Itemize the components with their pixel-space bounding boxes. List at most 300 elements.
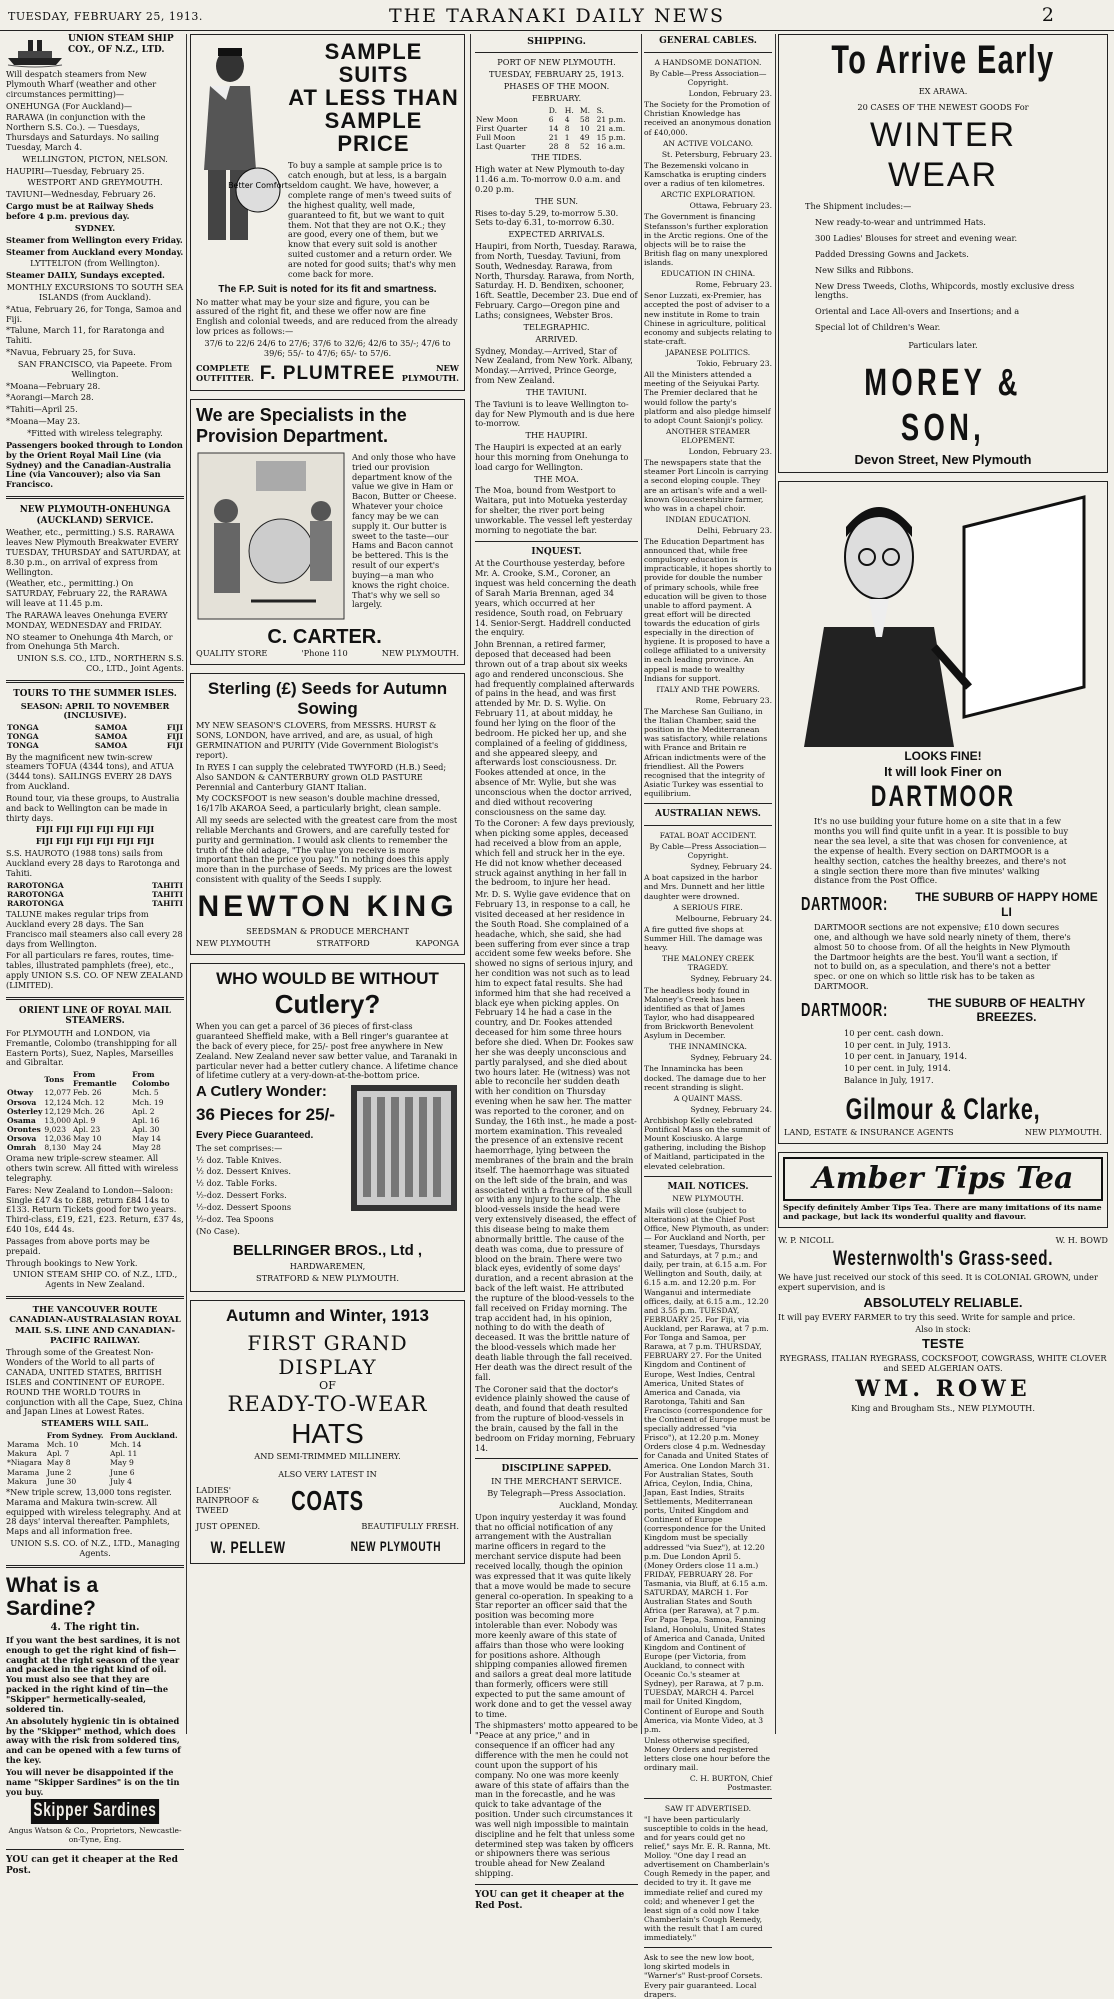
pellew-hats-ad (190, 1300, 465, 1564)
aus-item (644, 831, 772, 901)
shipment-item: New ready-to-wear and untrimmed Hats. (815, 217, 986, 228)
cables-heading: GENERAL CABLES. (659, 36, 757, 46)
ex-arawa: EX ARAWA. (918, 86, 968, 96)
orient-table (6, 1070, 184, 1152)
column-rule (186, 34, 187, 1734)
usscc-item: WESTPORT AND GREYMOUTH. (27, 177, 163, 188)
table-row: Osama 13,000 Apl. 9 Apl. 16 (7, 1115, 160, 1125)
newton-king-sub: SEEDSMAN & PRODUCE MERCHANT (246, 925, 409, 936)
onehunga-service-ad (6, 505, 184, 674)
orient-text: Through bookings to New York. (6, 1257, 138, 1268)
usscc-item: TAVIUNI—Wednesday, February 26. (6, 189, 156, 200)
bellringer-towns: STRATFORD & NEW PLYMOUTH. (256, 1273, 399, 1284)
port-heading: PORT OF NEW PLYMOUTH. (497, 57, 616, 68)
seeds-text: In RYES I can supply the celebrated TWYFORD (H.B.) Seed; Also SANDON & CANTERBURY grown OLD PASTURE Perennial and Canterbury GIANT Italian. (196, 761, 447, 792)
newton-king-name: NEWTON KING (197, 889, 458, 923)
vancouver-table (6, 1431, 184, 1486)
usscc-item: *Moana—February 28. (6, 380, 101, 391)
shipment-item: 300 Ladies' Blouses for street and evening wear. (815, 232, 1018, 243)
orient-title: ORIENT LINE OF ROYAL MAIL STEAMERS. (18, 1005, 172, 1027)
table-row: Marama June 2 June 6 (7, 1467, 135, 1477)
grass-right-name: W. H. BOWD (1055, 1235, 1108, 1246)
grass-seed-ad (778, 1236, 1108, 1414)
dartmoor-suburb-label: DARTMOOR: (800, 893, 889, 914)
table-row: RAROTONGA TAHITI (7, 889, 183, 899)
table-row: Orontes 9,023 Apl. 23 Apl. 30 (7, 1124, 160, 1134)
carter-title: We are Specialists in the Provision Department. (196, 405, 407, 447)
hats-fresh: BEAUTIFULLY FRESH. (361, 1520, 459, 1531)
cable-item (644, 269, 772, 346)
hats-ladies: LADIES' RAINPROOF & TWEED (196, 1485, 260, 1515)
table-row: Makura Apl. 7 Apl. 11 (7, 1449, 138, 1459)
plumtree-name: F. PLUMTREE (259, 362, 396, 384)
usscc-intro: Will despatch steamers from New Plymouth Wharf (weather and other circumstances permitting)— (6, 69, 157, 99)
discipline-heading: DISCIPLINE SAPPED. (501, 1464, 612, 1475)
table-row: New Moon 6 4 58 21 p.m. (476, 114, 626, 124)
red-post-footer: YOU can get it cheaper at the Red Post. (475, 1889, 625, 1911)
shipment-item: Padded Dressing Gowns and Jackets. (815, 248, 969, 259)
moon-table (475, 106, 638, 152)
gilmour-clarke-name: Gilmour & Clarke, (845, 1092, 1041, 1126)
table-header: Tons From Fremantle From Colombo (44, 1070, 170, 1089)
haupiri-heading: THE HAUPIRI. (525, 430, 588, 441)
carter-town: NEW PLYMOUTH. (381, 647, 459, 658)
morey-son-name: MOREY & SON, (864, 361, 1022, 450)
table-row: Marama Mch. 10 Mch. 14 (7, 1440, 142, 1450)
cable-item (644, 515, 772, 683)
column-advertisements (190, 34, 465, 1734)
vancouver-text: *New triple screw, 13,000 tons register. Marama and Makura twin-screw. All equipped with wireless telegraphy. And at 28 days' interval thereafter. Pamphlets, Maps and all information free. (6, 1486, 181, 1537)
sardine-ad (6, 1574, 184, 1844)
arrived-heading: ARRIVED. (535, 333, 578, 344)
issue-date: TUESDAY, FEBRUARY 25, 1913. (8, 10, 203, 23)
shipment-item: Special lot of Children's Wear. (815, 322, 941, 333)
cable-place: St. Petersburg, February 23. (661, 149, 772, 159)
mail-notices-sub: NEW PLYMOUTH. (672, 1194, 744, 1204)
bellringer-name: BELLRINGER BROS., Ltd , (232, 1242, 423, 1260)
isles-text: Round tour, via these groups, to Australia and back to Wellington can be made in thirty days. (6, 792, 180, 823)
table-row: Omrah 8,130 May 24 May 28 (7, 1143, 161, 1153)
shipping-date: TUESDAY, FEBRUARY 25, 1913. (488, 69, 625, 80)
cable-heading: AN ACTIVE VOLCANO. (662, 138, 754, 148)
newton-king-town: KAPONGA (415, 937, 459, 948)
grass-sign: WM. ROWE (855, 1375, 1031, 1402)
aus-heading: THE MALONEY CREEK TRAGEDY. (661, 954, 755, 973)
discipline-byline: By Telegraph—Press Association. (487, 1488, 626, 1499)
suit-badge-label: Better Comfort (228, 181, 288, 190)
sun-heading: THE SUN. (535, 195, 578, 206)
table-row: Orsova 12,036 May 10 May 14 (7, 1133, 161, 1143)
cable-text: The newspapers state that the steamer Port Lincoln is carrying a second eloping couple. They are an artisan's wife and a well-known Gloucestershire farmer, who was in a chapel choir. (644, 458, 769, 513)
usscc-item: SAN FRANCISCO, via Papeete. From Wellington. (17, 358, 173, 379)
cable-item (644, 139, 772, 189)
suits-title: SAMPLE SUITS (324, 39, 423, 88)
cutlery-item: ½ doz. Table Forks. (196, 1178, 278, 1189)
plumtree-outfitter: COMPLETE OUTFITTER. (196, 363, 254, 384)
to-arrive-early-headline: To Arrive Early (831, 38, 1055, 82)
grass-teste: TESTE (922, 1336, 964, 1352)
saw-advertised-text: "I have been particularly susceptible to colds in the head, and for years could get no relief," says Mr. E. R. Ranna, Mt. Molloy. "One day I read an advertisement on Chamberlain's Cough Remedy in the paper, and decided to try it. It gave me immediate relief and cured my cold; and whenever I get the least sign of a cold now I take Chamberlain's Cough Remedy, with the result that I am cured immediately." (644, 1814, 771, 1943)
cutlery-pieces: 36 Pieces for 25/- (196, 1105, 335, 1125)
column-display-ads (778, 34, 1108, 1734)
usscc-item: WELLINGTON, PICTON, NELSON. (22, 153, 168, 164)
newspaper-title: THE TARANAKI DAILY NEWS (388, 5, 726, 27)
usscc-item: *Atua, February 26, for Tonga, Samoa and Fiji. (6, 303, 182, 324)
morey-son-address: Devon Street, New Plymouth (854, 451, 1032, 467)
table-row: First Quarter 14 8 10 21 a.m. (476, 123, 626, 133)
discipline-text: The shipmasters' motto appeared to be "Peace at any price," and in consequence if an officer had any difference with the men he could not count upon the support of his company. No one was more keenly aware of this state of affairs than the man in the forecastle, and he was quick to take advantage of the position. Under such circumstances it was well nigh impossible to maintain discipline and he felt that unless some determined step was taken by officers or shipowners there was serious trouble ahead for New Zealand shipping. (475, 1720, 638, 1879)
cutlery-item: ½-doz. Dessert Forks. (196, 1190, 287, 1201)
table-row: Makura June 30 July 4 (7, 1476, 132, 1486)
discipline-text: Upon inquiry yesterday it was found that no official notification of any arrangement with the Australian marine officers in regard to the merchant service dispute had been received locally, though the opinion was expressed that it was quite likely that a move would be made to secure general co-operation. In speaking to a Star reporter an officer said that the position was becoming more intolerable than ever. Nobody was more keenly aware of this state of affairs than those who were looking for positions ashore. Although shipping companies allowed firemen and sailors a great deal more latitude than formerly, officers were still expected to put the same amount of work done and to get the vessel away to time. (475, 1511, 634, 1719)
rarotonga-table (6, 881, 184, 908)
orient-intro: For PLYMOUTH and LONDON, via Fremantle, Colombo (transhipping for all Eastern Ports), Suez, Naples, Marseilles and Gibraltar. (6, 1027, 178, 1068)
inquest-text: Mr. D. S. Wylie gave evidence that on February 13, in response to a call, he visited deceased at her residence in the South Road. She complained of a headache, which, she said, she had been suffering from ever since a trap accident some few weeks before. She showed no signs of serious injury, and her condition was not such as to lead him to expect fatal results. She had informed him that she had received a black eye when picking apples. On February 14 he had a case in the country, and Dr. Fookes attended deceased for him some three hours before she died. When Dr. Fookes saw her she was deeply unconscious and partly paralysed, and she died about two hours later. He (witness) was not able to reconcile her sudden death with her condition on Thursday evening when he saw her. The matter was reported to the coroner, and on Sunday, the 16th inst., he made a post-mortem examination. This revealed the presence of an extensive recent haemorrhage, lying between the membranes of the brain and the brain itself. The haemorrhage was situated on the left side of the brain, and was associated with a fracture of the skull or with any injury to the scalp. The blood-vessels inside the head were very extensively diseased, the effect of this disease being to make them abnormally brittle. The cause of the death was coma, due to pressure of blood on the brain. There were two black eyes, evidently of some days' duration, and a recent abrasion at the back of the left waist. He attributed the rupture of the blood-vessels to the fall received on Friday morning. The trap accident had, in his opinion, nothing to do with the death of deceased. It was the brittle nature of the blood-vessels which made her death liable through the fall received. Her death was the direct result of the fall. (475, 889, 637, 1382)
pellew-name: W. PELLEW (210, 1537, 286, 1557)
cable-item (644, 348, 772, 425)
isles-text: S.S. HAUROTO (1988 tons) sails from Auckland every 28 days to Rarotonga and Tahiti. (6, 848, 180, 878)
cable-heading: JAPANESE POLITICS. (665, 347, 751, 357)
isles-text: For all particulars re fares, routes, time-tables, illustrated pamphlets (free), etc., apply UNION S.S. CO. OF NEW ZEALAND (LIMITED). (6, 950, 183, 990)
suits-title: SAMPLE PRICE (324, 108, 423, 157)
cutlery-item: ½-doz. Dessert Spoons (196, 1201, 292, 1212)
cable-item (644, 427, 772, 513)
grass-text: We have just received our stock of this seed. It is COLONIAL GROWN, under expert supervision, and is (778, 1272, 1098, 1293)
aus-place: Sydney, February 24. (690, 862, 772, 872)
aus-place: Melbourne, February 24. (675, 913, 772, 923)
shipping-heading: SHIPPING. (527, 36, 586, 47)
dartmoor-suburb-text: THE SUBURB OF HAPPY HOME LI (915, 890, 1098, 919)
bellringer-sub: HARDWAREMEN, (289, 1261, 366, 1272)
seeds-text: MY NEW SEASON'S CLOVERS, from MESSRS. HURST & SONS, LONDON, have arrived, and are, as usual, of high GERMINATION and PURITY (Vide Government Biologist's report). (196, 720, 439, 760)
winter-heading: WINTER (869, 115, 1017, 154)
aus-place: Sydney, February 24. (690, 1104, 772, 1114)
australian-news-heading: AUSTRALIAN NEWS. (655, 809, 761, 820)
grocer-illustration (196, 451, 346, 621)
column-shipping-news (475, 34, 638, 1911)
cutlery-wonder: A Cutlery Wonder: (196, 1083, 327, 1101)
shipment-item: New Silks and Ribbons. (815, 264, 914, 275)
carter-phone: 'Phone 110 (301, 647, 348, 658)
cable-place: Rome, February 23. (695, 695, 772, 705)
usscc-item: Passengers booked through to London by the Orient Royal Mail Line (via Sydney) and the Canadian-Australia Line (via Vancouver); also via San Francisco. (6, 439, 183, 490)
amber-tips-logo: Amber Tips Tea (812, 1160, 1074, 1196)
cable-text: The Marchese San Guiliano, in the Italian Chamber, said the position in the Mediterranean was satisfactory, while relations with France and Britain re African indictments were of the friendliest. All the Powers recognised that the integrity of Asiatic Turkey was essential to equilibrium. (644, 707, 768, 798)
wear-heading: WEAR (888, 156, 998, 195)
aus-text: A fire gutted five shops at Summer Hill. The damage was heavy. (644, 924, 763, 953)
hats-coats: COATS (291, 1485, 364, 1517)
usscc-item: Cargo must be at Railway Sheds before 4 p.m. previous day. (6, 201, 154, 221)
particulars-later: Particulars later. (908, 339, 978, 350)
suits-body: To buy a sample at sample price is to catch enough, but at less, is a bargain seldom caught. We have, however, a complete range of men's tweed suits of the highest quality, well made, guaranteed to fit, but we want to quit them. Not that they are not O.K.; they are good, every one of them, but we know that every suit sold is another suited customer and a return order. We are noted for good suits; that's why men come back for more. (288, 160, 456, 279)
telegraphic-heading: TELEGRAPHIC. (523, 321, 590, 332)
usscc-item: *Navua, February 25, for Suva. (6, 347, 136, 358)
usscc-item: *Fitted with wireless telegraphy. (27, 428, 163, 438)
aus-heading: A SERIOUS FIRE. (673, 902, 743, 912)
hats-headline: Autumn and Winter, 1913 (226, 1306, 429, 1326)
corsets-notice: Ask to see the new low boot, long skirted models in "Warner's" Rust-proof Corsets. Every pair guaranteed. Local drapers. (644, 1953, 763, 1999)
inquest-text: To the Coroner: A few days previously, when picking some apples, deceased had received a blow from an apple, which fell and struck her in the eye. He did not know whether deceased struck against anything in her fall in the bedroom, to injure her head. (475, 818, 635, 888)
column-general-cables (644, 34, 772, 1999)
gilmour-clarke-town: NEW PLYMOUTH. (1024, 1126, 1102, 1137)
aus-byline: By Cable—Press Association—Copyright. (649, 842, 767, 861)
vancouver-text: Through some of the Greatest Non-Wonders of the World to all parts of CANADA, UNITED STATES, BRITISH ISLES and CONTINENT OF EUROPE. ROUND THE WORLD TOURS in conjunction with all the Cape, Suez, China and Japan Lines at Lowest Rates. (6, 1347, 183, 1417)
newton-king-town: STRATFORD (316, 937, 370, 948)
cutlery-item: ½ doz. Table Knives. (196, 1154, 282, 1165)
moa-heading: THE MOA. (534, 473, 579, 484)
column-shipping-ads (6, 34, 184, 1876)
usscc-item: Steamer from Auckland every Monday. (6, 246, 184, 257)
cases-line: 20 CASES OF THE NEWEST GOODS For (857, 101, 1029, 112)
cable-text: All the Ministers attended a meeting of the Seiyukai Party. The Premier declared that he would follow the party's platform and also pledge himself to adopt Count Saionji's policy. (644, 370, 771, 425)
skipper-sardines-logo: Skipper Sardines (31, 1799, 159, 1824)
cable-heading: ITALY AND THE POWERS. (656, 684, 760, 694)
cable-heading: INDIAN EDUCATION. (665, 514, 751, 524)
mail-notices-sign: C. H. BURTON, Chief Postmaster. (689, 1774, 772, 1793)
look-finer: It will look Finer on (884, 763, 1002, 779)
inquest-heading: INQUEST. (531, 546, 582, 557)
dartmoor-suburb-label: DARTMOOR: (800, 999, 889, 1020)
inquest-text: The Coroner said that the doctor's evidence plainly showed the cause of death, and found that death resulted from the rupture of blood-vessels in the brain, caused by the fall in the bedroom on Friday morning, February 14. (475, 1383, 635, 1453)
orient-sign: UNION STEAM SHIP CO. of N.Z., LTD., Agents in New Zealand. (12, 1269, 178, 1290)
moon-heading: PHASES OF THE MOON. (503, 81, 610, 92)
aus-heading: A QUAINT MASS. (673, 1093, 743, 1103)
arrivals-text: Haupiri, from North, Tuesday. Rarawa, from North, Tuesday. Taviuni, from South, Wednesday. Rarawa, from North, Thursday. Rarawa, from North, Saturday. H. D. Bendixen, schooner, 16ft. Seattle, December 23. Due end of February. Cargo—Oregon pine and Laths; consignees, Webster Bros. (475, 241, 638, 320)
usscc-item: *Talune, March 11, for Raratonga and Tahiti. (6, 325, 165, 346)
pellew-town: NEW PLYMOUTH (350, 1537, 442, 1554)
isles-fiji: FIJI FIJI FIJI FIJI FIJI FIJI (35, 836, 155, 847)
red-post-footer: YOU can get it cheaper at the Red Post. (6, 1855, 178, 1876)
aus-item (644, 954, 772, 1040)
grass-address: King and Brougham Sts., NEW PLYMOUTH. (851, 1403, 1035, 1414)
table-row: Orsova 12,124 Mch. 12 Mch. 19 (7, 1097, 164, 1107)
orient-line-ad (6, 1006, 184, 1290)
cable-place: Tokio, February 23. (696, 359, 772, 369)
cable-place: Delhi, February 23. (697, 525, 772, 535)
usscc-item: SYDNEY. (74, 222, 116, 233)
aus-item (644, 1042, 772, 1092)
grass-left-name: W. P. NICOLL (778, 1235, 834, 1246)
grass-also: Also in stock: (915, 1323, 971, 1334)
shipment-label: The Shipment includes:— (805, 201, 912, 212)
page-number: 2 (1041, 4, 1054, 26)
aus-heading: THE INNAMINCKA. (669, 1042, 747, 1052)
shipment-item: New Dress Tweeds, Cloths, Whipcords, mostly exclusive dress lengths. (815, 280, 1075, 301)
aus-text: Archbishop Kelly celebrated Pontifical Mass on the summit of Mount Kosciusko. A large gathering, including the Bishop of Maitland, participated in the elevated celebration. (644, 1115, 771, 1171)
steamship-icon (6, 34, 64, 68)
suits-prices: 37/6 to 22/6 24/6 to 27/6; 37/6 to 32/6; 42/6 to 35/-; 47/6 to 39/6; 55/- to 47/6; 65/- to 57/6. (204, 337, 451, 358)
grass-text: RYEGRASS, ITALIAN RYEGRASS, COCKSFOOT, COWGRASS, WHITE CLOVER and SEED ALGERIAN OATS. (779, 1353, 1107, 1373)
cable-heading: A HANDSOME DONATION. (654, 57, 762, 67)
vancouver-title: THE VANCOUVER ROUTE CANADIAN-AUSTRALASIAN ROYAL MAIL S.S. LINE AND CANADIAN-PACIFIC RAILWAY. (9, 1305, 181, 1347)
onehunga-sign: UNION S.S. CO., LTD., NORTHERN S.S. CO., LTD., Joint Agents. (16, 653, 184, 674)
table-row: TONGA SAMOA FIJI (7, 723, 183, 733)
orient-text: Fares: New Zealand to London—Saloon: Single £47 4s to £88, return £84 14s to £133. Return Tickets good for two years. Third-class, £19, £21, £23. Return, £37 4s, £40 10s, £44 4s. (6, 1184, 184, 1235)
cutlery-set-label: The set comprises:— (196, 1142, 283, 1153)
seeds-text: My COCKSFOOT is new season's double machine dressed, 16/17lb AKAROA Seed, a particularly bright, clean sample. (196, 793, 442, 814)
column-rule (775, 34, 776, 1734)
aus-place: Sydney, February 24. (690, 1053, 772, 1063)
plumtree-suits-ad (190, 34, 465, 391)
sardine-title: What is a Sardine? (6, 1573, 99, 1620)
moon-month: FEBRUARY. (531, 92, 582, 103)
taviuni-text: The Taviuni is to leave Wellington to-day for New Plymouth and is due here to-morrow. (475, 398, 635, 429)
grass-text: It will pay EVERY FARMER to try this seed. Write for sample and price. (778, 1311, 1076, 1322)
suits-tagline: The F.P. Suit is noted for its fit and smartness. (218, 283, 437, 295)
cutlery-title: WHO WOULD BE WITHOUT (216, 968, 439, 988)
inquest-text: John Brennan, a retired farmer, deposed that deceased had been thrown out of a trap about six weeks ago and rendered unconscious. She had frequently complained afterwards of pains in the head, and was first attended by Mr. D. S. Wylie. On February 11, at about midday, he found her lying on the floor of the bedroom. He picked her up, and she complained of a feeling of giddiness, and she appeared sleepy, and afterwards lost consciousness. Dr. Fookes attended at once, in the absence of Mr. Wylie, but she was unconscious when the doctor arrived, and died without recovering consciousness on the same day. (475, 639, 635, 817)
cutlery-title: Cutlery? (274, 989, 381, 1020)
onehunga-title: NEW PLYMOUTH-ONEHUNGA (AUCKLAND) SERVICE. (19, 505, 171, 526)
carter-provision-ad (190, 399, 465, 664)
cable-byline: By Cable—Press Association—Copyright. (649, 68, 767, 88)
cable-text: The Government is financing Stefansson's further exploration in the Arctic regions. One of the objects will be to raise the British flag on many unexplored islands. (644, 212, 769, 267)
cable-place: London, February 23. (688, 89, 772, 99)
grass-seed-title: Westernwolth's Grass-seed. (832, 1247, 1054, 1271)
usscc-item: Steamer DAILY, Sundays excepted. (6, 270, 165, 281)
cable-place: Ottawa, February 23. (689, 201, 772, 211)
usscc-item: LYTTELTON (from Wellington). (30, 258, 160, 269)
usscc-item: *Moana—May 23. (6, 416, 81, 427)
usscc-item: MONTHLY EXCURSIONS TO SOUTH SEA ISLANDS (from Auckland). (6, 282, 184, 302)
aus-text: The headless body found in Maloney's Creek has been identified as that of James Taylor, who had disappeared from Brickworth Benevolent Asylum in December. (644, 985, 755, 1041)
newton-king-seeds-ad (190, 673, 465, 955)
table-row: TONGA SAMOA FIJI (7, 732, 183, 742)
cable-text: The Education Department has announced that, while free compulsory education is impracticable, it hopes shortly to provide for double the number of primary schools, while free education will be given to those unable to afford payment. A great effort will be directed towards the education of girls especially in the direction of hygiene. It is proposed to have a college affiliated to a university in each leading province. An appeal is made to wealthy Indians for support. (644, 537, 772, 683)
onehunga-text: (Weather, etc., permitting.) On SATURDAY, February 22, the RARAWA will leave at 11.45 p.m. (6, 578, 168, 609)
isles-table (6, 723, 184, 750)
table-row: RAROTONGA TAHITI (7, 880, 183, 890)
vancouver-sail-head: STEAMERS WILL SAIL. (41, 1418, 149, 1429)
mail-notices-heading: MAIL NOTICES. (667, 1181, 749, 1192)
isles-fiji: FIJI FIJI FIJI FIJI FIJI FIJI (35, 824, 155, 835)
isles-text: TALUNE makes regular trips from Auckland every 28 days. The San Francisco mail steamers also call every 28 days from Wellington. (6, 908, 183, 949)
usscc-item: *Aorangi—March 28. (6, 392, 94, 403)
dartmoor-term: 10 per cent. cash down. (844, 1027, 944, 1038)
amber-tips-sub: Specify definitely Amber Tips Tea. There are many imitations of its name and package, but lack its wonderful quality and flavour. (783, 1202, 1102, 1222)
onehunga-text: NO steamer to Onehunga 4th March, or from Onehunga 5th March. (6, 631, 173, 652)
sardine-text: An absolutely hygienic tin is obtained by the "Skipper" method, which does away with the risk from soldered tins, and can be opened with a few turns of the key. (6, 1715, 181, 1766)
bellringer-cutlery-ad (190, 963, 465, 1292)
grass-reliable: ABSOLUTELY RELIABLE. (863, 1295, 1023, 1311)
cable-text: The Society for the Promotion of Christian Knowledge has received an anonymous donation of £40,000. (644, 100, 772, 137)
suits-title: AT LESS THAN (288, 85, 459, 111)
carter-quality-store: QUALITY STORE (196, 647, 268, 658)
sardine-text: If you want the best sardines, it is not enough to get the right kind of fish—caught at the right season of the year and packed in the right kind of oil. You must also see that they are packed in the right kind of tin—the "Skipper" hermetically-sealed, soldered tin. (6, 1634, 181, 1714)
arrivals-heading: EXPECTED ARRIVALS. (508, 229, 605, 240)
aus-text: A boat capsized in the harbor and Mrs. Dunnett and her little daughter were drowned. (644, 873, 765, 901)
vancouver-route-ad (6, 1305, 184, 1559)
newton-king-town: NEW PLYMOUTH (196, 937, 271, 948)
sardine-foot: Angus Watson & Co., Proprietors, Newcastle-on-Tyne, Eng. (8, 1826, 182, 1845)
table-row: RAROTONGA TAHITI (7, 898, 183, 908)
sardine-sub: 4. The right tin. (50, 1621, 140, 1633)
dartmoor-term: Balance in July, 1917. (844, 1075, 934, 1086)
morey-son-ad (778, 34, 1108, 473)
dartmoor-term: 10 per cent. in January, 1914. (844, 1051, 968, 1062)
usscc-item: *Tahiti—April 25. (6, 404, 78, 415)
cable-item (644, 685, 772, 798)
amber-tips-tea-ad (778, 1152, 1108, 1229)
usscc-item: ONEHUNGA (For Auckland)— (6, 100, 133, 111)
usscc-title: UNION STEAM SHIP COY., OF N.Z., LTD. (68, 34, 174, 55)
aus-place: Sydney, February 24. (690, 974, 772, 984)
discipline-sub: IN THE MERCHANT SERVICE. (491, 1476, 622, 1487)
dartmoor-body: DARTMOOR sections are not expensive; £10 down secures one, and although we have sold nearly ninety of them, there's almost 50 to choose from. Of all the heights in New Plymouth the Dartmoor heights are the best. You'll want a section, if not to build on, as a speculation, and there's not a better spec. or one on which so little risk has to be taken as DARTMOOR. (814, 922, 1071, 992)
table-row: TONGA SAMOA FIJI (7, 741, 183, 751)
moa-text: The Moa, bound from Westport to Waitara, put into Motueka yesterday for shelter, the river port being unworkable. The vessel left yesterday morning to negotiate the bar. (475, 485, 633, 535)
hats-headline: READY-TO-WEAR (227, 1391, 428, 1416)
cutlery-case-illustration (349, 1083, 459, 1213)
hats-headline: FIRST GRAND DISPLAY (247, 1330, 408, 1379)
plumtree-town: NEW PLYMOUTH. (401, 363, 459, 384)
cable-heading: ARCTIC EXPLORATION. (660, 190, 756, 200)
isles-title: TOURS TO THE SUMMER ISLES. (13, 688, 177, 699)
seeds-title: Sterling (£) Seeds for Autumn Sowing (207, 678, 448, 719)
cutlery-item: (No Case). (196, 1225, 240, 1236)
usscc-item: Steamer from Wellington every Friday. (6, 234, 183, 245)
column-rule (470, 34, 471, 1734)
mail-notices-text: Mails will close (subject to alterations) at the Chief Post Office, New Plymouth, as under:— For Auckland and North, per steamer, Tuesdays, Thursdays and Saturdays, at 7 p.m.; and daily, per train, at 6.15 a.m. For Wellington and South, daily, at 6.15 a.m. and 12.20 p.m. For Wanganui and intermediate offices, daily, at 6.15 a.m., 12.20 and 3.55 p.m. TUESDAY, FEBRUARY 25. For Fiji, via Auckland, per Rarawa, at 7 p.m. For Tonga and Samoa, per Rarawa, at 7 p.m. THURSDAY, FEBRUARY 27. For the United Kingdom and Continent of Europe, West Indies, Central America, United States of America and Canada, via Rarotonga, Tahiti and San Francisco (correspondence for the Continent of Europe must be specially addressed "via Frisco"), at 12.20 p.m. Money Orders close 4 p.m. Wednesday for Canada and United States of America. One London March 31. For Australian States, South Africa, Ceylon, India, China, Japan, East Indies, Straits Settlements, Mediterranean ports, United Kingdom and Continent of Europe (correspondence for the United Kingdom must be specially addressed "via Suez"), at 12.20 p.m. Due London April 5. (Money Orders close 11 a.m.) FRIDAY, FEBRUARY 28. For Tasmania, via Bluff, at 6.15 a.m. SATURDAY, MARCH 1. For Australian States and South Africa (per Rarawa), at 7 p.m. For Papa Tepa, Samoa, Fanning Island, Honolulu, United States of America and Canada, United Kingdom and Continent of Europe (per Victoria, from Auckland, to connect with Oceanic Co.'s steamer at Sydney), per Rarawa, at 7 p.m. TUESDAY, MARCH 4. Parcel mail for United Kingdom, Continent of Europe and South America, via Monte Video, at 3 p.m. (644, 1205, 771, 1734)
dartmoor-term: 10 per cent. in July, 1913. (844, 1039, 951, 1050)
tides-text: High water at New Plymouth to-day 11.46 a.m. To-morrow 0.0 a.m. and 0.20 p.m. (475, 164, 625, 194)
carter-body: And only those who have tried our provision department know of the value we give in Ham or Bacon, Butter or Cheese. Whatever your choice fancy may be we can supply it. Our butter is sweet to the taste—our Hams and Bacon cannot be bettered. This is the result of our expert's buying—a man who knows the right choice. That's why we sell so largely. (352, 451, 457, 610)
man-in-suit-illustration (196, 40, 288, 250)
suits-body: No matter what may be your size and figure, you can be assured of the right fit, and these we offer now are fine English and colonial tweeds, and are reduced from the already low prices as follows:— (196, 296, 458, 337)
orient-text: Passages from above ports may be prepaid. (6, 1235, 150, 1256)
onehunga-text: Weather, etc., permitting.) S.S. RARAWA leaves New Plymouth Breakwater EVERY TUESDAY, THURSDAY and SATURDAY, at 8.30 p.m., on arrival of express from Wellington. (6, 527, 181, 577)
arrived-text: Sydney, Monday.—Arrived, Star of New Zealand, from New York. Albany, Monday.—Arrived, Prince George, from New Zealand. (475, 345, 633, 386)
sardine-text: You will never be disappointed if the name "Skipper Sardines" is on the tin you buy. (6, 1766, 180, 1797)
table-header: D. H. M. S. (548, 105, 604, 115)
cable-item (644, 190, 772, 267)
cable-text: Senor Luzzati, ex-Premier, has accepted the post of adviser to a new institute in Rome to train Chinese in agriculture, political economy and subjects relating to state-craft. (644, 291, 772, 346)
table-header: From Sydney. From Auckland. (46, 1431, 178, 1441)
discipline-place: Auckland, Monday. (559, 1499, 638, 1510)
hats-sub: ALSO VERY LATEST IN (278, 1469, 377, 1480)
aus-item (644, 1094, 772, 1171)
usscc-item: RARAWA (in conjunction with the Northern S.S. Co.). — Tuesdays, Thursdays and Saturdays. No sailing Tuesday, March 4. (6, 112, 159, 152)
cable-place: London, February 23. (688, 447, 772, 457)
isles-season: SEASON: APRIL TO NOVEMBER (INCLUSIVE). (20, 700, 170, 721)
sun-text: Rises to-day 5.29, to-morrow 5.30. Sets to-day 6.31, to-morrow 6.30. (475, 207, 619, 228)
aus-heading: FATAL BOAT ACCIDENT. (659, 830, 757, 840)
dartmoor-ad (778, 481, 1108, 1144)
orient-text: Orama new triple-screw steamer. All others twin screw. All fitted with wireless telegraphy. (6, 1153, 179, 1183)
gilmour-clarke-sub: LAND, ESTATE & INSURANCE AGENTS (784, 1126, 954, 1137)
table-row: *Niagara May 8 May 9 (7, 1458, 134, 1468)
man-with-mirror-illustration (784, 487, 1100, 747)
table-row: Last Quarter 28 8 52 16 a.m. (476, 142, 626, 152)
hats-headline: HATS (291, 1417, 364, 1449)
dartmoor-name: DARTMOOR (870, 780, 1016, 814)
dartmoor-body: It's no use building your future home on a site that in a few months you will find quite unfit in a year. It is possible to buy near the sea level, a site that was chosen for convenience, at the expense of health. Every section on DARTMOOR is a healthy section, catches the healthy breezes, and there's not a single section there more than five minutes' walking distance from the Post Office. (814, 816, 1069, 886)
usscc-item: HAUPIRI—Tuesday, February 25. (6, 165, 145, 176)
cable-heading: EDUCATION IN CHINA. (660, 269, 756, 279)
cable-heading: ANOTHER STEAMER ELOPEMENT. (665, 426, 751, 445)
table-row: Osterley 12,129 Mch. 26 Apl. 2 (7, 1106, 155, 1116)
seeds-text: All my seeds are selected with the greatest care from the most reliable Merchants and Growers, and are carefully tested for purity and germination. I would ask clients to remember the truth of the old adage, "The value you receive is more important than the price you pay." In nothing does this apply more than in the purchase of Seeds. My prices are the lowest consistent with quality of the Seeds I supply. (196, 815, 458, 885)
hats-just-opened: JUST OPENED. (196, 1520, 261, 1531)
looks-fine: LOOKS FINE! (904, 749, 982, 764)
cutlery-guarantee: Every Piece Guaranteed. (196, 1129, 314, 1141)
hats-sub: AND SEMI-TRIMMED MILLINERY. (254, 1451, 401, 1462)
shipment-item: Oriental and Lace All-overs and Insertions; and a (815, 306, 1020, 317)
table-row: Otway 12,077 Feb. 26 Mch. 5 (7, 1088, 159, 1098)
onehunga-text: The RARAWA leaves Onehunga EVERY MONDAY, WEDNESDAY and FRIDAY. (6, 609, 168, 630)
saw-advertised-heading: SAW IT ADVERTISED. (664, 1803, 752, 1813)
cutlery-body: When you can get a parcel of 36 pieces of first-class guaranteed Sheffield make, with a Bell ringer's guarantee at the back of every piece, for 25/- post free anywhere in New Zealand. New Zealand never saw better value, and Taranaki in particular never had a better cutlery chance. A lifetime chance of lifetime cutlery at a very-down-at-the-bottom price. (196, 1021, 459, 1081)
